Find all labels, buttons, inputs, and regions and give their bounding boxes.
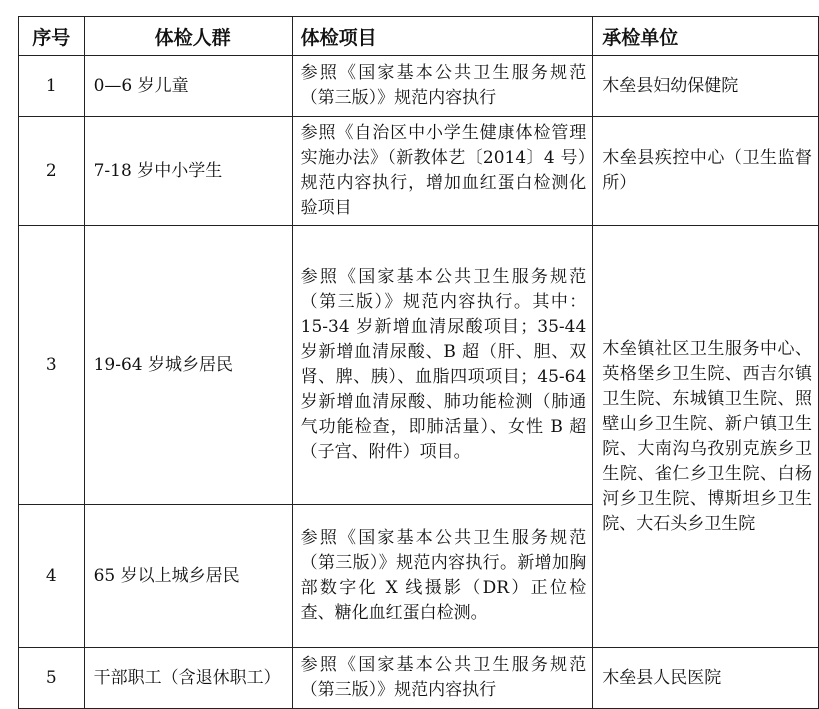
- header-unit: 承检单位: [593, 17, 819, 56]
- row-unit: 木垒县人民医院: [593, 648, 819, 709]
- row-items: 参照《国家基本公共卫生服务规范（第三版）》规范内容执行: [292, 648, 593, 709]
- row-items: 参照《国家基本公共卫生服务规范（第三版）》规范内容执行。其中：15-34 岁新增血清尿酸项目；35-44 岁新增血清尿酸、B 超（肝、胆、双肾、脾、胰）、血脂四项项目；45-64 岁新增血清尿酸、肺功能检测（肺通气功能检查，即肺活量）、女性 B 超（子宫、附件）项目。: [292, 226, 593, 505]
- exam-table: [18, 16, 819, 709]
- header-items: 体检项目: [292, 17, 593, 56]
- table-row: [19, 226, 819, 505]
- row-group: 0—6 岁儿童: [84, 56, 292, 117]
- row-group: 19-64 岁城乡居民: [84, 226, 292, 505]
- row-group: 7-18 岁中小学生: [84, 117, 292, 226]
- table-row: [19, 648, 819, 709]
- row-group: 干部职工（含退休职工）: [84, 648, 292, 709]
- row-items: 参照《国家基本公共卫生服务规范（第三版）》规范内容执行: [292, 56, 593, 117]
- header-no: 序号: [19, 17, 85, 56]
- row-no: 5: [19, 648, 85, 709]
- row-no: 1: [19, 56, 85, 117]
- row-no: 2: [19, 117, 85, 226]
- table-row: [19, 56, 819, 117]
- row-unit: 木垒县妇幼保健院: [593, 56, 819, 117]
- row-items: 参照《国家基本公共卫生服务规范（第三版）》规范内容执行。新增加胸部数字化 X 线摄影（DR）正位检查、糖化血红蛋白检测。: [292, 505, 593, 648]
- table-row: [19, 117, 819, 226]
- row-group: 65 岁以上城乡居民: [84, 505, 292, 648]
- header-group: 体检人群: [84, 17, 292, 56]
- row-no: 3: [19, 226, 85, 505]
- row-no: 4: [19, 505, 85, 648]
- row-items: 参照《自治区中小学生健康体检管理实施办法》（新教体艺〔2014〕4 号）规范内容执行，增加血红蛋白检测化验项目: [292, 117, 593, 226]
- row-unit: 木垒县疾控中心（卫生监督所）: [593, 117, 819, 226]
- row-unit-shared: 木垒镇社区卫生服务中心、英格堡乡卫生院、西吉尔镇卫生院、东城镇卫生院、照壁山乡卫生院、新户镇卫生院、大南沟乌孜别克族乡卫生院、雀仁乡卫生院、白杨河乡卫生院、博斯坦乡卫生院、大石头乡卫生院: [593, 226, 819, 648]
- header-row: [19, 17, 819, 56]
